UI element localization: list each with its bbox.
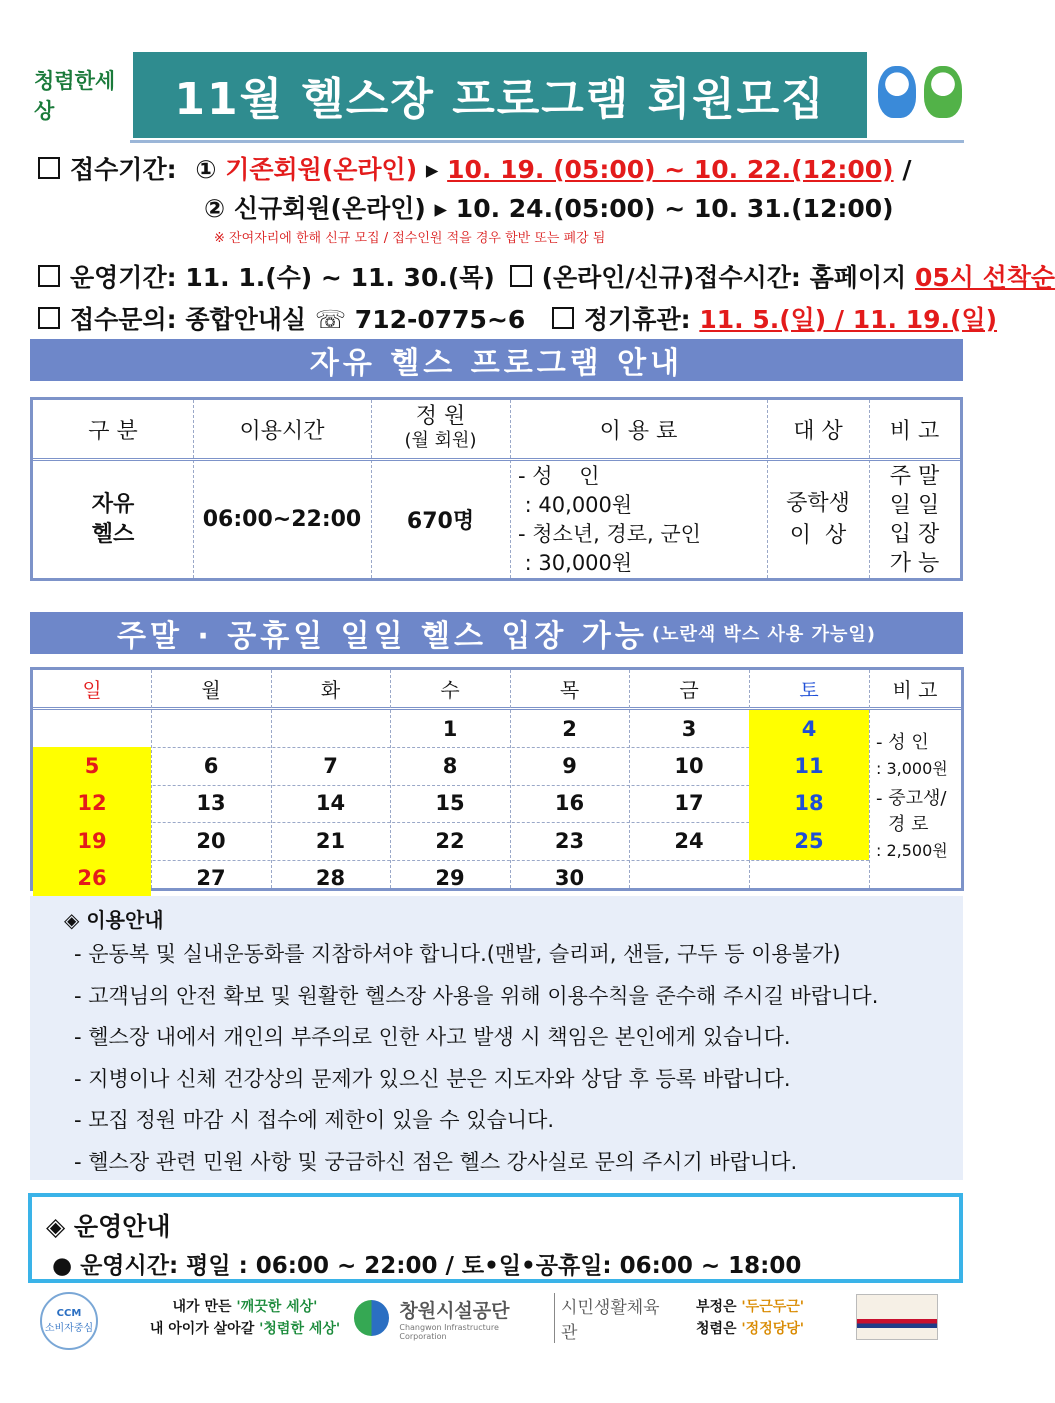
fee-line: - 청소년, 경로, 군인 [518,521,701,546]
fee-line: : 40,000원 [518,492,633,517]
row-target [767,461,869,578]
mascot-green-icon [924,66,962,118]
usage-guide [30,896,963,1180]
checkbox-icon [510,265,532,287]
program-section-title-text: 자유 헬스 프로그램 안내 [309,346,684,381]
checkbox-icon [552,307,574,329]
calendar-day-cell: 11 [749,747,869,784]
ccm-logo-sub: 소비자중심 [44,1323,94,1334]
separator-slash: / [902,155,912,184]
guide-item: - 고객님의 안전 확보 및 원활한 헬스장 사용을 위해 이용수칙을 준수해 주시길 바랍니다. [74,984,879,1008]
category-line: 자유 [91,491,135,517]
calendar-note-line: : 2,500원 [876,841,948,860]
calendar-day-cell [749,860,869,897]
guide-item: - 헬스장 내에서 개인의 부주의로 인한 사고 발생 시 책임은 본인에게 있습니다. [74,1025,791,1049]
calendar-day-cell: 22 [435,828,465,853]
calendar-day-cell: 18 [749,785,869,822]
calendar-day-cell: 20 [196,828,226,853]
calendar-day-cell: 23 [554,828,585,853]
remark-line: 입 장 [889,521,940,547]
reception-line-2 [204,189,894,225]
row-time: 06:00~22:00 [202,507,362,532]
calendar-day-cell [629,860,749,897]
calendar-day-cell: 9 [562,754,577,779]
mascot-blue-icon [878,66,916,118]
ccm-logo [40,1292,98,1350]
operation-box [28,1193,963,1283]
corporation-subname: Changwon Infrastructure Corporation [399,1322,499,1341]
header-time: 이용시간 [239,418,325,444]
reception-note: ※ 잔여자리에 한해 신규 모집 / 접수인원 적을 경우 합반 또는 폐강 됨 [214,231,606,246]
calendar-day-cell [33,710,151,747]
remark-line: 일 일 [889,492,940,518]
calendar-note-line: 경 로 [888,814,929,835]
certification-badge-icon [856,1294,938,1340]
corporation-logo [354,1296,674,1343]
calendar-day-cell: 10 [674,754,704,779]
calendar-day-cell: 27 [196,866,226,891]
mascot-group [874,62,966,122]
row-fee [510,461,767,578]
calendar-day-cell: 26 [33,860,151,897]
integrity-logo-text: 청렴한세상 [34,68,116,123]
arrow-right-icon: ▸ [425,155,439,184]
header-capacity [371,400,510,458]
slogan-text: 청렴은 [695,1321,742,1337]
guide-item: - 운동복 및 실내운동화를 지참하셔야 합니다.(맨발, 슬리퍼, 샌들, 구두 등 이용불가) [74,942,841,966]
calendar-section-title [30,612,963,654]
calendar-day-cell: 7 [323,754,338,779]
slogan-text: 내 아이가 살아갈 [149,1321,260,1337]
slogan-text: 내가 만든 [172,1299,237,1315]
calendar-column-divider [869,670,870,888]
calendar-section-subtitle: (노란색 박스 사용 가능일) [651,624,876,645]
online-time: 05시 선착순 [914,263,1055,292]
online-value: 홈페이지 [809,263,907,292]
department-name: 시민생활체육관 [554,1293,674,1343]
slogan-integrity [680,1296,820,1340]
operation-line [38,258,1055,294]
phone-number: 712-0775~6 [354,305,526,334]
corporation-name: 창원시설공단 [399,1299,510,1322]
guide-item: - 모집 정원 마감 시 접수에 제한이 있을 수 있습니다. [74,1108,555,1132]
slogan-clean [140,1296,350,1340]
program-section-title [30,339,963,381]
calendar-day-cell: 12 [33,785,151,822]
calendar-section-title-text: 주말 · 공휴일 일일 헬스 입장 가능 [117,619,648,654]
header-fee: 이 용 료 [599,418,678,444]
target-line: 중학생 [786,490,850,516]
inquiry-label: 접수문의: [70,305,177,334]
operation-label: 운영기간: [70,263,177,292]
calendar-day-cell: 24 [674,828,704,853]
fee-line: : 30,000원 [518,550,633,575]
slogan-text: 부정은 [695,1299,742,1315]
calendar-day-cell: 28 [315,866,346,891]
calendar-day-cell: 4 [749,710,869,747]
inquiry-line [38,300,997,336]
row-remark [869,461,960,578]
fee-line: - 성 인 [518,463,600,488]
reception-label: 접수기간: [70,155,177,184]
existing-period: 10. 19. (05:00) ~ 10. 22.(12:00) [447,155,894,184]
slogan-highlight: '정정당당' [741,1321,805,1337]
checkbox-icon [38,307,60,329]
remark-line: 가 능 [889,550,940,576]
calendar [30,667,964,891]
calendar-day-cell [151,710,271,747]
page-title: 11월 헬스장 프로그램 회원모집 [133,52,867,138]
header-capacity-sub: (월 회원) [404,430,477,451]
header-divider [130,140,964,143]
new-period: 10. 24.(05:00) ~ 10. 31.(12:00) [455,194,894,223]
integrity-logo [34,68,130,123]
row-category [33,461,193,578]
guide-item: - 지병이나 신체 건강상의 문제가 있으신 분은 지도자와 상담 후 등록 바랍니다. [74,1067,791,1091]
calendar-day-cell: 30 [554,866,585,891]
new-label: 신규회원(온라인) [233,194,426,223]
calendar-day-cell: 25 [749,822,869,859]
calendar-day-cell: 13 [196,791,226,816]
target-line: 이 상 [789,522,847,548]
calendar-day-cell: 5 [33,747,151,784]
ccm-logo-text: CCM [56,1308,82,1319]
slogan-highlight: '깨끗한 세상' [236,1299,318,1315]
calendar-day-cell: 16 [554,791,585,816]
closed-label: 정기휴관: [584,305,691,334]
calendar-day-cell [271,710,390,747]
calendar-header-remark: 비 고 [892,678,938,702]
calendar-day-cell: 8 [442,754,458,779]
calendar-header-day: 화 [320,678,341,702]
program-table [30,397,963,581]
calendar-header-day: 토 [799,678,819,702]
reception-line-1 [38,150,911,186]
calendar-header-day: 월 [201,678,221,702]
phone-icon: ☏ [314,305,347,334]
row-capacity: 670명 [406,509,475,534]
category-line: 헬스 [91,521,135,547]
header-capacity-label: 정 원 [415,404,466,429]
calendar-day-cell: 15 [435,791,465,816]
arrow-right-icon: ▸ [434,194,448,223]
header-category: 구 분 [88,418,138,444]
slogan-highlight: '두근두근' [741,1299,805,1315]
checkbox-icon [38,157,60,179]
guide-item: - 헬스장 관련 민원 사항 및 궁금하신 점은 헬스 강사실로 문의 주시기 바랍니다. [74,1150,798,1174]
remark-line: 주 말 [889,463,940,489]
corporation-emblem-icon [354,1300,389,1336]
calendar-header-day: 일 [82,678,102,702]
closed-value: 11. 5.(일) / 11. 19.(일) [699,305,998,334]
calendar-note-line: - 성 인 [876,732,929,753]
calendar-day-cell: 19 [33,822,151,859]
new-num: ② [204,194,226,223]
usage-guide-title: ◈ 이용안내 [64,908,164,932]
calendar-note-line: : 3,000원 [876,759,948,778]
calendar-day-cell: 3 [681,716,697,741]
inquiry-place: 종합안내실 [185,305,307,334]
calendar-day-cell: 2 [562,716,577,741]
online-label: (온라인/신규)접수시간: [541,263,801,292]
existing-num: ① [195,155,217,184]
header-remark: 비 고 [889,418,940,444]
slogan-highlight: '청렴한 세상' [259,1321,341,1337]
calendar-header-day: 목 [559,678,580,702]
existing-label: 기존회원(온라인) [225,155,418,184]
header-target: 대 상 [793,418,843,444]
calendar-day-cell: 6 [203,754,219,779]
operation-hours: ● 운영시간: 평일 : 06:00 ~ 22:00 / 토•일•공휴일: 06:00 ~ 18:00 [52,1253,802,1279]
calendar-header-day: 금 [679,678,699,702]
checkbox-icon [38,265,60,287]
operation-title: ◈ 운영안내 [46,1212,171,1241]
calendar-day-cell: 29 [435,866,465,891]
calendar-header-day: 수 [440,678,460,702]
calendar-note-line: - 중고생/ [876,788,947,809]
calendar-notes [870,710,964,888]
operation-period: 11. 1.(수) ~ 11. 30.(목) [185,263,495,292]
calendar-day-cell: 1 [442,716,458,741]
calendar-day-cell: 21 [315,828,346,853]
calendar-day-cell: 17 [674,791,704,816]
calendar-day-cell: 14 [315,791,346,816]
